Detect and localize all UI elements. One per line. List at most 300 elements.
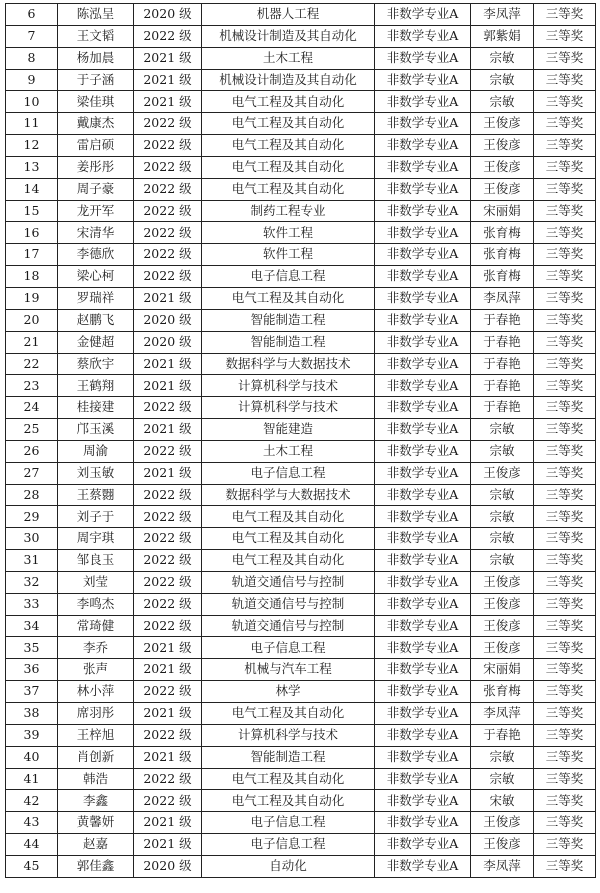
table-row xyxy=(6,681,596,703)
cell-award: 三等奖 xyxy=(534,790,596,812)
table-row xyxy=(6,703,596,725)
table-row xyxy=(6,615,596,637)
cell-name: 周宇琪 xyxy=(58,528,134,550)
table-row xyxy=(6,4,596,26)
cell-category: 非数学专业A xyxy=(375,571,471,593)
cell-category: 非数学专业A xyxy=(375,331,471,353)
cell-no: 8 xyxy=(6,47,58,69)
cell-no: 44 xyxy=(6,834,58,856)
cell-grade: 2021 级 xyxy=(134,637,202,659)
cell-category: 非数学专业A xyxy=(375,47,471,69)
cell-name: 罗瑞祥 xyxy=(58,287,134,309)
cell-award: 三等奖 xyxy=(534,855,596,877)
cell-major: 机械与汽车工程 xyxy=(202,659,375,681)
cell-major: 机器人工程 xyxy=(202,4,375,26)
cell-name: 王蔡翾 xyxy=(58,484,134,506)
cell-tutor: 王俊彦 xyxy=(471,113,534,135)
cell-grade: 2022 级 xyxy=(134,768,202,790)
cell-category: 非数学专业A xyxy=(375,812,471,834)
cell-grade: 2022 级 xyxy=(134,266,202,288)
cell-tutor: 宗敏 xyxy=(471,440,534,462)
cell-award: 三等奖 xyxy=(534,25,596,47)
cell-name: 杨加晨 xyxy=(58,47,134,69)
cell-name: 龙开军 xyxy=(58,200,134,222)
cell-grade: 2020 级 xyxy=(134,855,202,877)
table-row xyxy=(6,69,596,91)
cell-tutor: 郭紫娟 xyxy=(471,25,534,47)
cell-award: 三等奖 xyxy=(534,615,596,637)
cell-no: 15 xyxy=(6,200,58,222)
cell-no: 35 xyxy=(6,637,58,659)
cell-major: 计算机科学与技术 xyxy=(202,724,375,746)
cell-tutor: 宗敏 xyxy=(471,550,534,572)
cell-award: 三等奖 xyxy=(534,462,596,484)
cell-major: 机械设计制造及其自动化 xyxy=(202,25,375,47)
cell-no: 32 xyxy=(6,571,58,593)
cell-tutor: 于春艳 xyxy=(471,375,534,397)
table-row xyxy=(6,47,596,69)
cell-name: 桂接建 xyxy=(58,397,134,419)
cell-category: 非数学专业A xyxy=(375,4,471,26)
award-list-table xyxy=(5,3,596,878)
cell-tutor: 于春艳 xyxy=(471,353,534,375)
cell-name: 韩浩 xyxy=(58,768,134,790)
cell-tutor: 李凤萍 xyxy=(471,703,534,725)
cell-name: 张声 xyxy=(58,659,134,681)
cell-no: 6 xyxy=(6,4,58,26)
cell-major: 智能制造工程 xyxy=(202,309,375,331)
table-row xyxy=(6,768,596,790)
cell-major: 电气工程及其自动化 xyxy=(202,113,375,135)
cell-category: 非数学专业A xyxy=(375,375,471,397)
cell-tutor: 王俊彦 xyxy=(471,812,534,834)
cell-tutor: 宗敏 xyxy=(471,419,534,441)
cell-name: 王文韬 xyxy=(58,25,134,47)
cell-no: 7 xyxy=(6,25,58,47)
cell-grade: 2022 级 xyxy=(134,113,202,135)
cell-no: 33 xyxy=(6,593,58,615)
cell-tutor: 宗敏 xyxy=(471,768,534,790)
cell-major: 电气工程及其自动化 xyxy=(202,550,375,572)
cell-category: 非数学专业A xyxy=(375,462,471,484)
cell-no: 30 xyxy=(6,528,58,550)
cell-no: 43 xyxy=(6,812,58,834)
cell-grade: 2022 级 xyxy=(134,25,202,47)
cell-no: 16 xyxy=(6,222,58,244)
table-row xyxy=(6,419,596,441)
cell-category: 非数学专业A xyxy=(375,69,471,91)
cell-category: 非数学专业A xyxy=(375,593,471,615)
table-row xyxy=(6,331,596,353)
cell-name: 王鹤翔 xyxy=(58,375,134,397)
cell-award: 三等奖 xyxy=(534,353,596,375)
cell-award: 三等奖 xyxy=(534,506,596,528)
cell-award: 三等奖 xyxy=(534,724,596,746)
cell-major: 电气工程及其自动化 xyxy=(202,768,375,790)
cell-name: 李鸣杰 xyxy=(58,593,134,615)
cell-name: 周子豪 xyxy=(58,178,134,200)
table-row xyxy=(6,25,596,47)
cell-name: 王梓旭 xyxy=(58,724,134,746)
cell-major: 机械设计制造及其自动化 xyxy=(202,69,375,91)
cell-tutor: 张育梅 xyxy=(471,266,534,288)
cell-grade: 2021 级 xyxy=(134,659,202,681)
table-body xyxy=(6,4,596,878)
cell-tutor: 李凤萍 xyxy=(471,855,534,877)
cell-major: 电气工程及其自动化 xyxy=(202,156,375,178)
table-row xyxy=(6,637,596,659)
table-row xyxy=(6,855,596,877)
cell-tutor: 张育梅 xyxy=(471,222,534,244)
cell-name: 刘莹 xyxy=(58,571,134,593)
cell-grade: 2022 级 xyxy=(134,244,202,266)
cell-award: 三等奖 xyxy=(534,135,596,157)
cell-no: 9 xyxy=(6,69,58,91)
cell-tutor: 王俊彦 xyxy=(471,156,534,178)
cell-name: 刘子于 xyxy=(58,506,134,528)
cell-major: 软件工程 xyxy=(202,244,375,266)
cell-category: 非数学专业A xyxy=(375,681,471,703)
cell-grade: 2022 级 xyxy=(134,790,202,812)
cell-major: 电气工程及其自动化 xyxy=(202,790,375,812)
cell-category: 非数学专业A xyxy=(375,135,471,157)
cell-major: 计算机科学与技术 xyxy=(202,375,375,397)
table-row xyxy=(6,113,596,135)
table-row xyxy=(6,156,596,178)
cell-major: 电子信息工程 xyxy=(202,462,375,484)
cell-name: 常琦健 xyxy=(58,615,134,637)
cell-no: 28 xyxy=(6,484,58,506)
cell-tutor: 宗敏 xyxy=(471,528,534,550)
cell-no: 10 xyxy=(6,91,58,113)
cell-award: 三等奖 xyxy=(534,703,596,725)
table-row xyxy=(6,790,596,812)
cell-major: 轨道交通信号与控制 xyxy=(202,593,375,615)
cell-category: 非数学专业A xyxy=(375,550,471,572)
cell-category: 非数学专业A xyxy=(375,790,471,812)
table-row xyxy=(6,244,596,266)
cell-grade: 2020 级 xyxy=(134,331,202,353)
cell-no: 17 xyxy=(6,244,58,266)
cell-grade: 2022 级 xyxy=(134,681,202,703)
cell-name: 邹良玉 xyxy=(58,550,134,572)
cell-name: 李乔 xyxy=(58,637,134,659)
cell-grade: 2021 级 xyxy=(134,834,202,856)
cell-category: 非数学专业A xyxy=(375,178,471,200)
cell-major: 电气工程及其自动化 xyxy=(202,528,375,550)
table-row xyxy=(6,593,596,615)
cell-major: 轨道交通信号与控制 xyxy=(202,615,375,637)
cell-award: 三等奖 xyxy=(534,47,596,69)
cell-award: 三等奖 xyxy=(534,397,596,419)
table-row xyxy=(6,834,596,856)
cell-name: 邝玉溪 xyxy=(58,419,134,441)
cell-category: 非数学专业A xyxy=(375,419,471,441)
cell-award: 三等奖 xyxy=(534,69,596,91)
cell-grade: 2021 级 xyxy=(134,47,202,69)
cell-name: 金健超 xyxy=(58,331,134,353)
cell-award: 三等奖 xyxy=(534,4,596,26)
cell-award: 三等奖 xyxy=(534,681,596,703)
cell-major: 电气工程及其自动化 xyxy=(202,506,375,528)
cell-major: 智能制造工程 xyxy=(202,331,375,353)
cell-no: 19 xyxy=(6,287,58,309)
cell-grade: 2022 级 xyxy=(134,528,202,550)
cell-name: 席羽彤 xyxy=(58,703,134,725)
cell-no: 40 xyxy=(6,746,58,768)
cell-tutor: 王俊彦 xyxy=(471,615,534,637)
cell-no: 26 xyxy=(6,440,58,462)
cell-name: 周渝 xyxy=(58,440,134,462)
cell-category: 非数学专业A xyxy=(375,506,471,528)
cell-name: 赵嘉 xyxy=(58,834,134,856)
table-row xyxy=(6,91,596,113)
cell-tutor: 于春艳 xyxy=(471,309,534,331)
cell-award: 三等奖 xyxy=(534,309,596,331)
cell-no: 42 xyxy=(6,790,58,812)
table-row xyxy=(6,484,596,506)
cell-tutor: 宋丽娟 xyxy=(471,200,534,222)
cell-tutor: 于春艳 xyxy=(471,331,534,353)
cell-no: 14 xyxy=(6,178,58,200)
cell-grade: 2022 级 xyxy=(134,178,202,200)
cell-category: 非数学专业A xyxy=(375,244,471,266)
cell-grade: 2021 级 xyxy=(134,287,202,309)
cell-award: 三等奖 xyxy=(534,484,596,506)
cell-tutor: 王俊彦 xyxy=(471,637,534,659)
cell-tutor: 王俊彦 xyxy=(471,571,534,593)
table-row xyxy=(6,266,596,288)
cell-no: 21 xyxy=(6,331,58,353)
cell-no: 38 xyxy=(6,703,58,725)
cell-name: 李鑫 xyxy=(58,790,134,812)
cell-tutor: 李凤萍 xyxy=(471,4,534,26)
cell-major: 电子信息工程 xyxy=(202,834,375,856)
cell-major: 林学 xyxy=(202,681,375,703)
table-row xyxy=(6,746,596,768)
cell-award: 三等奖 xyxy=(534,834,596,856)
cell-award: 三等奖 xyxy=(534,440,596,462)
cell-no: 31 xyxy=(6,550,58,572)
cell-major: 电气工程及其自动化 xyxy=(202,287,375,309)
cell-grade: 2022 级 xyxy=(134,222,202,244)
cell-name: 梁佳琪 xyxy=(58,91,134,113)
cell-grade: 2022 级 xyxy=(134,550,202,572)
cell-name: 赵鹏飞 xyxy=(58,309,134,331)
cell-tutor: 宋敏 xyxy=(471,790,534,812)
cell-category: 非数学专业A xyxy=(375,637,471,659)
cell-name: 陈泓呈 xyxy=(58,4,134,26)
cell-no: 41 xyxy=(6,768,58,790)
cell-tutor: 王俊彦 xyxy=(471,834,534,856)
cell-major: 智能制造工程 xyxy=(202,746,375,768)
cell-no: 27 xyxy=(6,462,58,484)
cell-award: 三等奖 xyxy=(534,200,596,222)
cell-tutor: 宗敏 xyxy=(471,506,534,528)
cell-major: 数据科学与大数据技术 xyxy=(202,484,375,506)
table-row xyxy=(6,222,596,244)
cell-grade: 2022 级 xyxy=(134,397,202,419)
cell-category: 非数学专业A xyxy=(375,200,471,222)
cell-major: 电气工程及其自动化 xyxy=(202,135,375,157)
cell-no: 20 xyxy=(6,309,58,331)
cell-name: 戴康杰 xyxy=(58,113,134,135)
cell-no: 12 xyxy=(6,135,58,157)
cell-grade: 2021 级 xyxy=(134,703,202,725)
cell-category: 非数学专业A xyxy=(375,768,471,790)
cell-grade: 2022 级 xyxy=(134,571,202,593)
cell-award: 三等奖 xyxy=(534,287,596,309)
cell-major: 软件工程 xyxy=(202,222,375,244)
cell-grade: 2022 级 xyxy=(134,200,202,222)
table-row xyxy=(6,440,596,462)
cell-category: 非数学专业A xyxy=(375,440,471,462)
table-row xyxy=(6,135,596,157)
cell-grade: 2020 级 xyxy=(134,309,202,331)
cell-award: 三等奖 xyxy=(534,266,596,288)
table-row xyxy=(6,353,596,375)
table-row xyxy=(6,550,596,572)
cell-no: 18 xyxy=(6,266,58,288)
cell-grade: 2022 级 xyxy=(134,135,202,157)
cell-tutor: 宗敏 xyxy=(471,484,534,506)
cell-no: 36 xyxy=(6,659,58,681)
table-row xyxy=(6,375,596,397)
cell-tutor: 宗敏 xyxy=(471,746,534,768)
cell-tutor: 于春艳 xyxy=(471,724,534,746)
cell-major: 计算机科学与技术 xyxy=(202,397,375,419)
cell-major: 电气工程及其自动化 xyxy=(202,91,375,113)
cell-major: 智能建造 xyxy=(202,419,375,441)
cell-category: 非数学专业A xyxy=(375,746,471,768)
cell-award: 三等奖 xyxy=(534,419,596,441)
cell-grade: 2022 级 xyxy=(134,156,202,178)
cell-grade: 2021 级 xyxy=(134,69,202,91)
cell-award: 三等奖 xyxy=(534,571,596,593)
cell-category: 非数学专业A xyxy=(375,724,471,746)
cell-category: 非数学专业A xyxy=(375,615,471,637)
cell-category: 非数学专业A xyxy=(375,91,471,113)
cell-tutor: 王俊彦 xyxy=(471,135,534,157)
cell-major: 土木工程 xyxy=(202,440,375,462)
cell-category: 非数学专业A xyxy=(375,222,471,244)
cell-major: 电子信息工程 xyxy=(202,812,375,834)
cell-major: 电气工程及其自动化 xyxy=(202,703,375,725)
cell-award: 三等奖 xyxy=(534,550,596,572)
cell-major: 电子信息工程 xyxy=(202,266,375,288)
cell-no: 22 xyxy=(6,353,58,375)
table-row xyxy=(6,178,596,200)
cell-tutor: 于春艳 xyxy=(471,397,534,419)
cell-name: 姜彤彤 xyxy=(58,156,134,178)
cell-grade: 2021 级 xyxy=(134,91,202,113)
cell-category: 非数学专业A xyxy=(375,309,471,331)
cell-grade: 2021 级 xyxy=(134,462,202,484)
table-row xyxy=(6,309,596,331)
cell-major: 电子信息工程 xyxy=(202,637,375,659)
table-row xyxy=(6,724,596,746)
cell-no: 29 xyxy=(6,506,58,528)
cell-grade: 2021 级 xyxy=(134,375,202,397)
cell-grade: 2021 级 xyxy=(134,419,202,441)
cell-tutor: 宋丽娟 xyxy=(471,659,534,681)
cell-category: 非数学专业A xyxy=(375,156,471,178)
cell-category: 非数学专业A xyxy=(375,834,471,856)
cell-award: 三等奖 xyxy=(534,156,596,178)
cell-no: 24 xyxy=(6,397,58,419)
cell-grade: 2020 级 xyxy=(134,4,202,26)
cell-name: 李德欣 xyxy=(58,244,134,266)
cell-name: 雷启硕 xyxy=(58,135,134,157)
cell-no: 34 xyxy=(6,615,58,637)
cell-name: 梁心柯 xyxy=(58,266,134,288)
table-row xyxy=(6,571,596,593)
cell-award: 三等奖 xyxy=(534,113,596,135)
cell-category: 非数学专业A xyxy=(375,266,471,288)
cell-award: 三等奖 xyxy=(534,375,596,397)
cell-category: 非数学专业A xyxy=(375,703,471,725)
cell-award: 三等奖 xyxy=(534,768,596,790)
cell-tutor: 宗敏 xyxy=(471,69,534,91)
cell-category: 非数学专业A xyxy=(375,353,471,375)
cell-award: 三等奖 xyxy=(534,178,596,200)
table-row xyxy=(6,812,596,834)
cell-grade: 2022 级 xyxy=(134,724,202,746)
cell-award: 三等奖 xyxy=(534,637,596,659)
cell-tutor: 王俊彦 xyxy=(471,178,534,200)
cell-no: 39 xyxy=(6,724,58,746)
cell-name: 黄馨妍 xyxy=(58,812,134,834)
cell-award: 三等奖 xyxy=(534,528,596,550)
cell-grade: 2022 级 xyxy=(134,440,202,462)
cell-name: 刘玉敏 xyxy=(58,462,134,484)
cell-tutor: 王俊彦 xyxy=(471,593,534,615)
cell-grade: 2022 级 xyxy=(134,593,202,615)
table-row xyxy=(6,397,596,419)
cell-tutor: 张育梅 xyxy=(471,244,534,266)
cell-award: 三等奖 xyxy=(534,659,596,681)
cell-grade: 2021 级 xyxy=(134,353,202,375)
table-row xyxy=(6,200,596,222)
cell-major: 土木工程 xyxy=(202,47,375,69)
cell-award: 三等奖 xyxy=(534,331,596,353)
table-row xyxy=(6,462,596,484)
cell-award: 三等奖 xyxy=(534,244,596,266)
cell-category: 非数学专业A xyxy=(375,855,471,877)
table-row xyxy=(6,287,596,309)
cell-name: 肖创新 xyxy=(58,746,134,768)
cell-name: 宋清华 xyxy=(58,222,134,244)
cell-name: 郭佳鑫 xyxy=(58,855,134,877)
cell-category: 非数学专业A xyxy=(375,113,471,135)
cell-name: 于子涵 xyxy=(58,69,134,91)
cell-no: 11 xyxy=(6,113,58,135)
table-row xyxy=(6,659,596,681)
cell-no: 25 xyxy=(6,419,58,441)
cell-category: 非数学专业A xyxy=(375,484,471,506)
cell-name: 蔡欣宇 xyxy=(58,353,134,375)
cell-tutor: 张育梅 xyxy=(471,681,534,703)
cell-major: 数据科学与大数据技术 xyxy=(202,353,375,375)
cell-grade: 2022 级 xyxy=(134,615,202,637)
cell-category: 非数学专业A xyxy=(375,528,471,550)
cell-name: 林小萍 xyxy=(58,681,134,703)
table-row xyxy=(6,506,596,528)
cell-tutor: 王俊彦 xyxy=(471,462,534,484)
cell-award: 三等奖 xyxy=(534,91,596,113)
cell-grade: 2022 级 xyxy=(134,484,202,506)
cell-major: 自动化 xyxy=(202,855,375,877)
